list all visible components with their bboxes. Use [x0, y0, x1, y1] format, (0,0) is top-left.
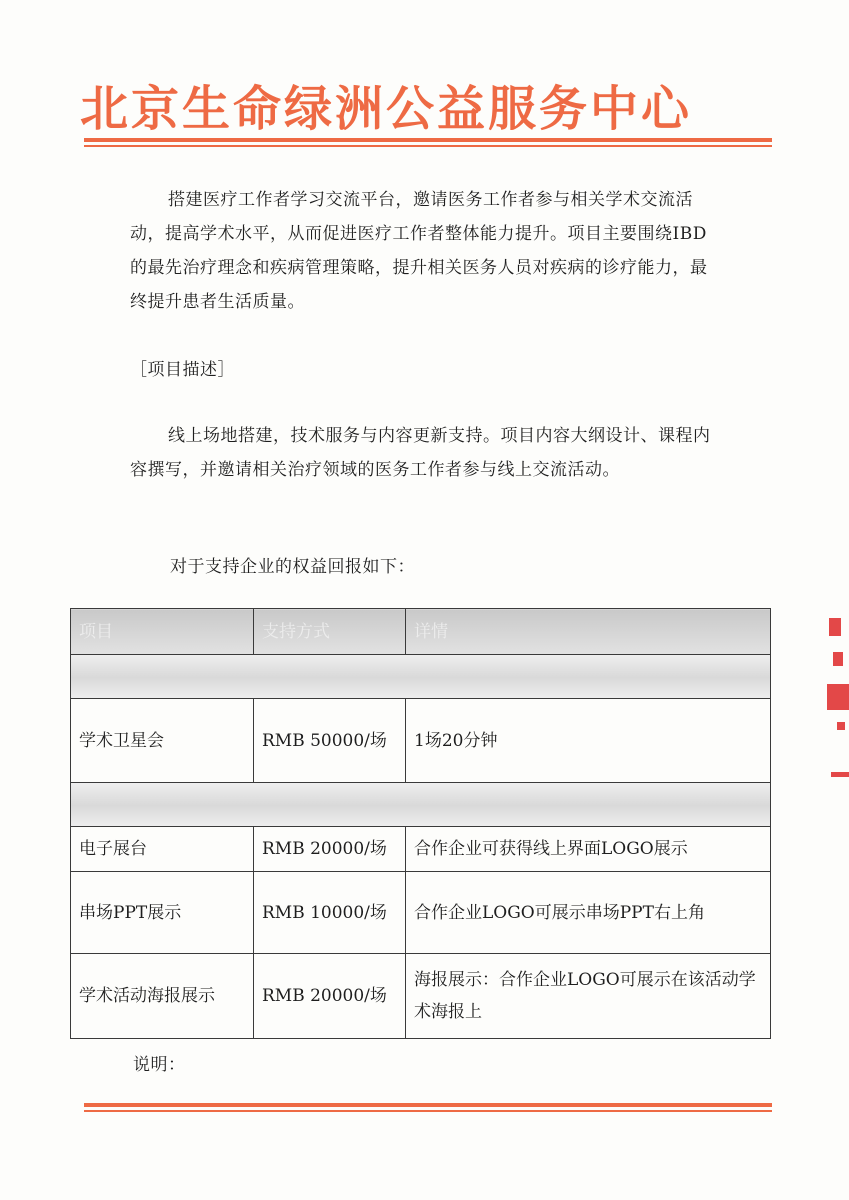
- header-detail: 详情: [406, 609, 771, 655]
- row-support: RMB 20000/场: [254, 827, 406, 872]
- row-detail: 合作企业可获得线上界面LOGO展示: [406, 827, 771, 872]
- benefits-intro: 对于支持企业的权益回报如下：: [170, 557, 415, 577]
- benefits-table: [70, 608, 771, 1039]
- row-item: 电子展台: [71, 827, 254, 872]
- row-item: 串场PPT展示: [71, 872, 254, 954]
- table-row: [71, 872, 771, 954]
- row-detail: 合作企业LOGO可展示串场PPT右上角: [406, 872, 771, 954]
- header-item: 项目: [71, 609, 254, 655]
- seal-stamp-fragment: [823, 612, 849, 787]
- table-band-row: [71, 655, 771, 699]
- row-item: 学术卫星会: [71, 699, 254, 783]
- project-purpose-paragraph: 搭建医疗工作者学习交流平台，邀请医务工作者参与相关学术交流活动，提高学术水平，从而促进医疗工作者整体能力提升。项目主要围绕IBD的最先治疗理念和疾病管理策略，提升相关医务人员对疾病的诊疗能力，最终提升患者生活质量。: [130, 190, 708, 312]
- footer-rule-thin: [84, 1110, 772, 1112]
- row-item: 学术活动海报展示: [71, 954, 254, 1039]
- row-support: RMB 10000/场: [254, 872, 406, 954]
- row-support: RMB 20000/场: [254, 954, 406, 1039]
- letterhead-rule-thick: [84, 138, 772, 142]
- row-support: RMB 50000/场: [254, 699, 406, 783]
- row-detail: 1场20分钟: [406, 699, 771, 783]
- letterhead-title: 北京生命绿洲公益服务中心: [80, 81, 693, 137]
- project-description-paragraph: 线上场地搭建，技术服务与内容更新支持。项目内容大纲设计、课程内容撰写，并邀请相关治疗领域的医务工作者参与线上交流活动。: [130, 426, 711, 480]
- project-description-heading: ［项目描述］: [130, 360, 235, 380]
- footer-rule-thick: [84, 1103, 772, 1107]
- header-support: 支持方式: [254, 609, 406, 655]
- row-detail: 海报展示：合作企业LOGO可展示在该活动学术海报上: [406, 954, 771, 1039]
- letterhead-rule-thin: [84, 145, 772, 147]
- note-label: 说明：: [133, 1055, 186, 1075]
- table-header-row: [71, 609, 771, 655]
- table-row: [71, 699, 771, 783]
- table-band-row: [71, 783, 771, 827]
- table-row: [71, 827, 771, 872]
- table-row: [71, 954, 771, 1039]
